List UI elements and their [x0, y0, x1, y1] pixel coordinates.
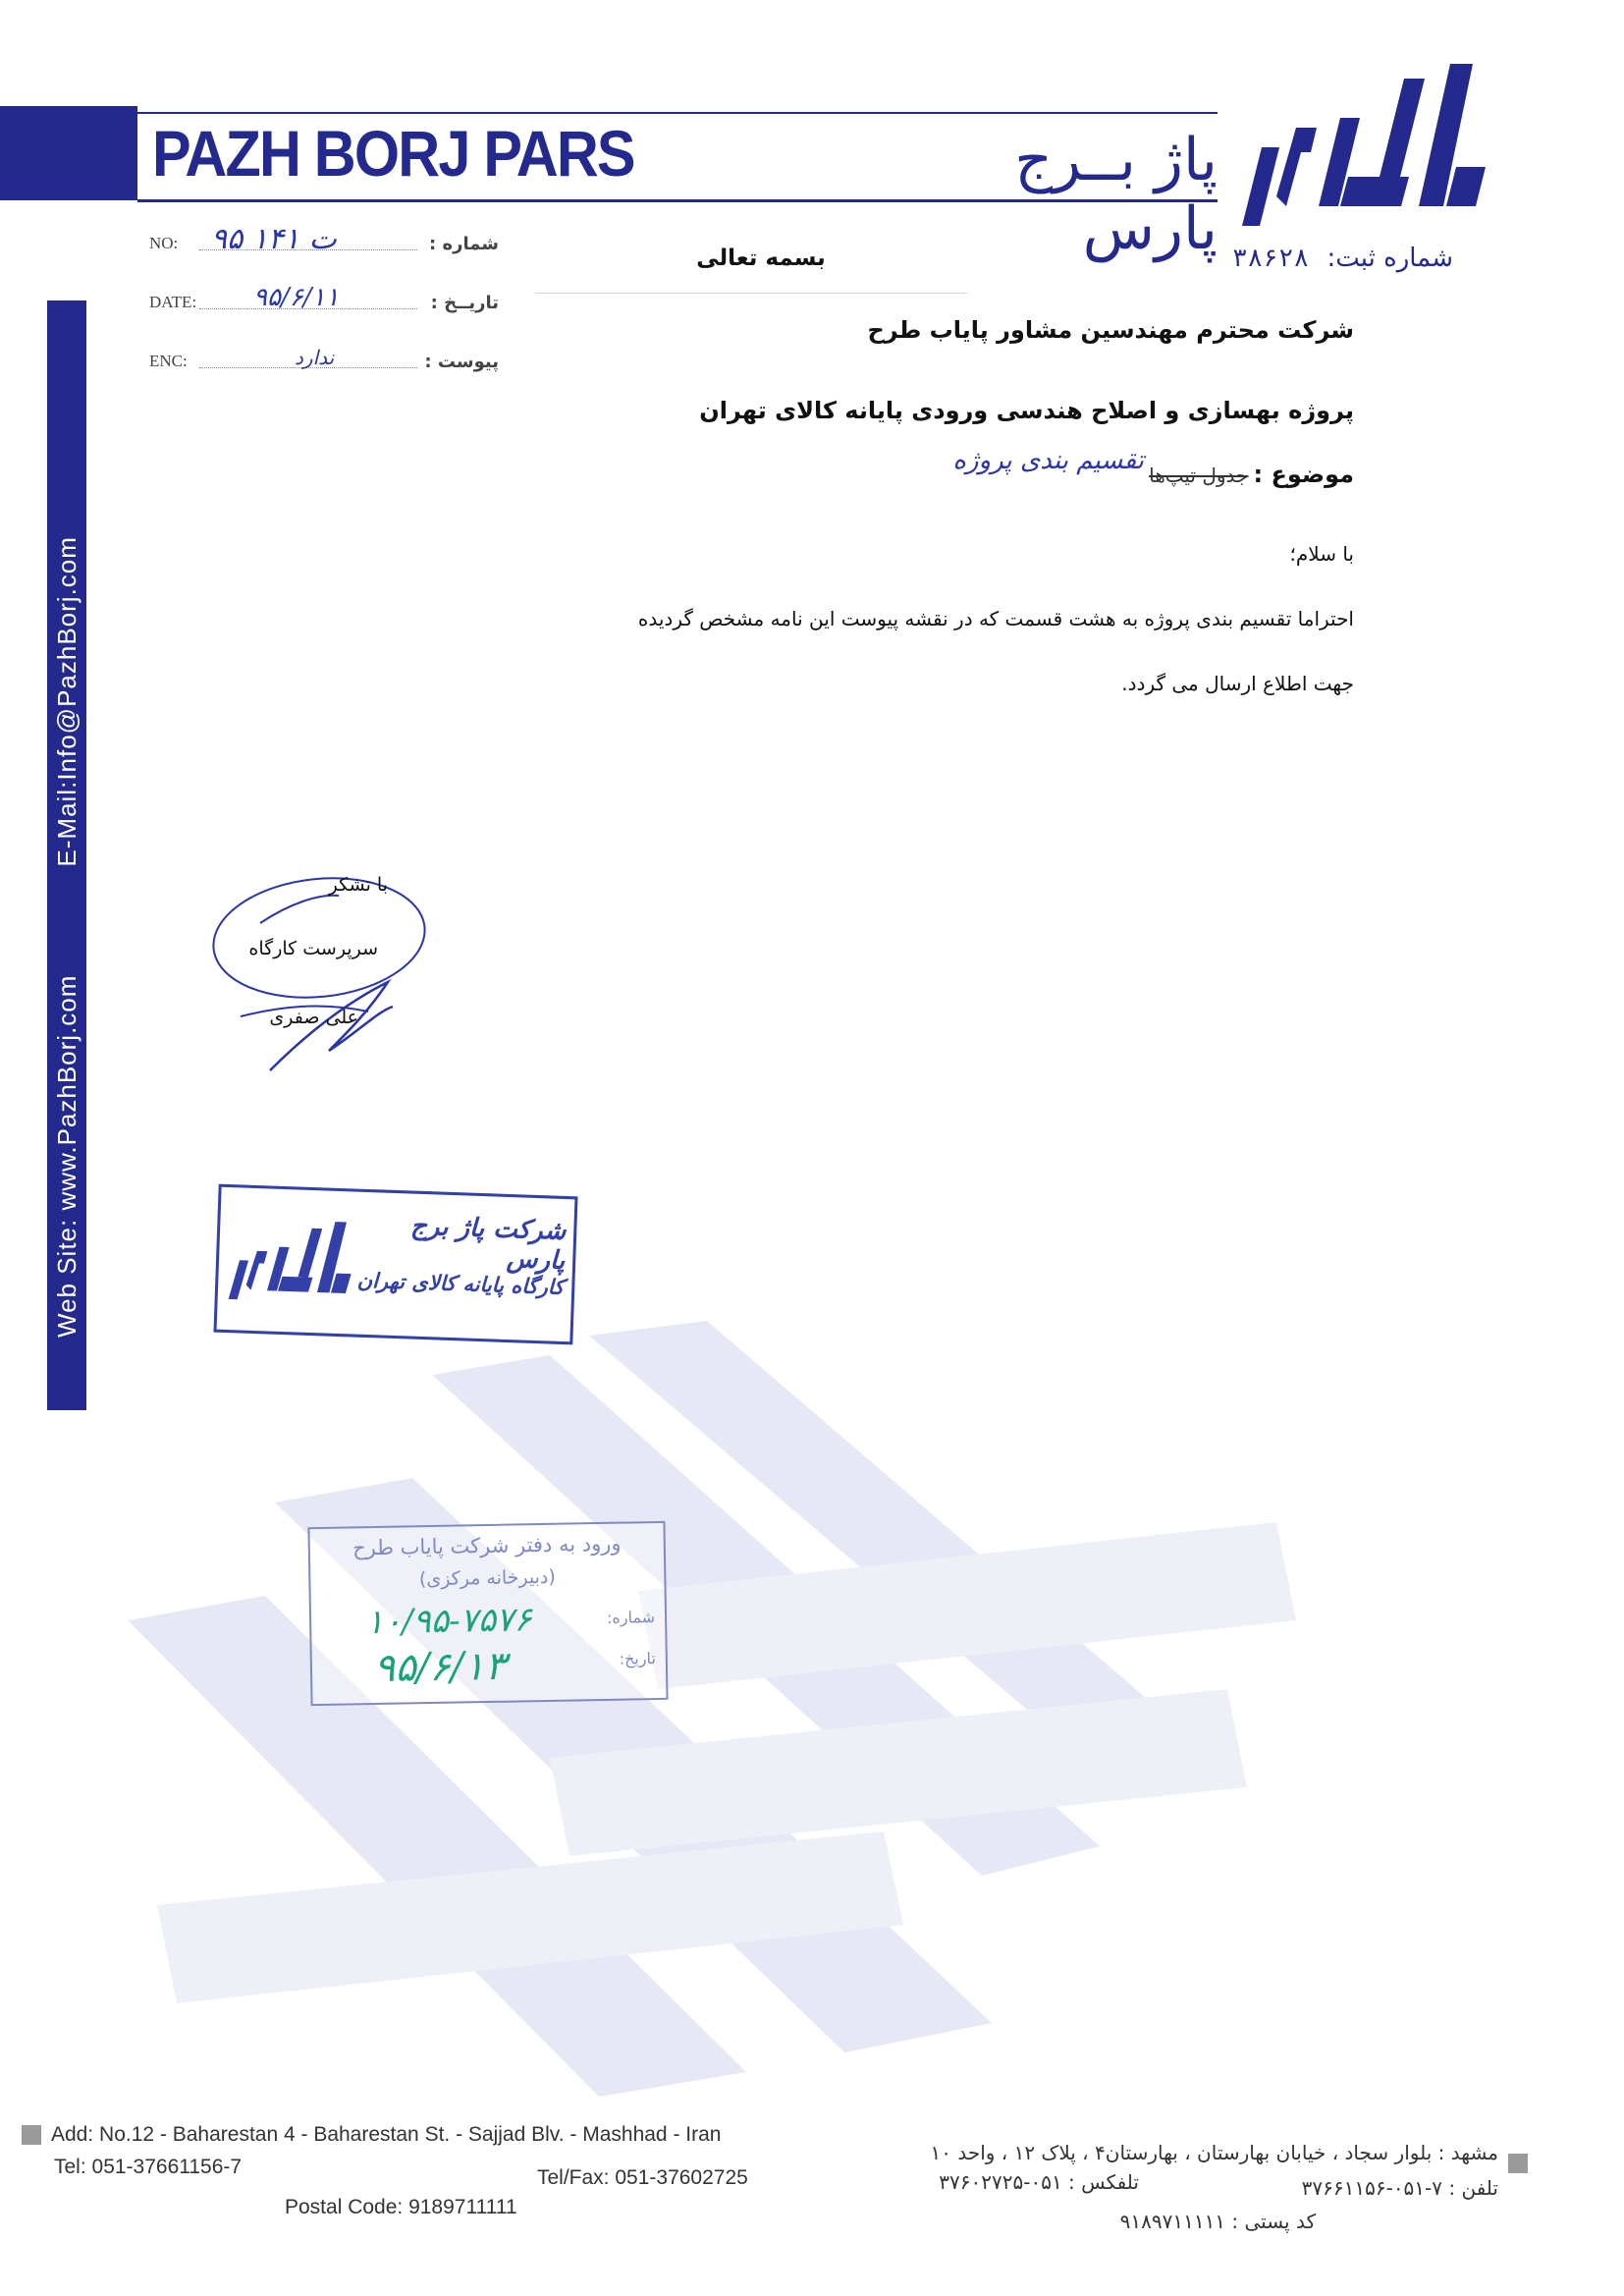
header-rule-top [137, 112, 1218, 114]
no-value: ۹۵ ت ۱۴۱ [211, 222, 337, 256]
signature-scribble-icon [201, 864, 457, 1080]
header-band [0, 106, 137, 200]
stamp-logo-icon [223, 1207, 354, 1314]
stamp-company-line2: کارگاه پایانه کالای تهران [356, 1268, 565, 1299]
signature-block [201, 864, 457, 1080]
body-line-1: احتراما تقسیم بندی پروژه به هشت قسمت که در نقشه پیوست این نامه مشخص گردیده [637, 607, 1354, 630]
stamp-company-line1: شرکت پاژ برج پارس [409, 1211, 567, 1276]
closing-text: با تشکر [328, 874, 388, 896]
background-watermark-logo [0, 1296, 1624, 2131]
received-date-label: تاریخ: [619, 1649, 656, 1668]
signer-title: سرپرست کارگاه [248, 938, 378, 959]
registration-value: ۳۸۶۲۸ [1231, 245, 1310, 274]
recipient: شرکت محترم مهندسین مشاور پایاب طرح [867, 316, 1354, 344]
subject-handwritten: تقسیم بندی پروژه [952, 446, 1145, 475]
subject-line [765, 446, 1354, 509]
footer-bullet-fa [1508, 2154, 1528, 2173]
received-number-label: شماره: [606, 1608, 656, 1627]
company-logo-icon [1232, 59, 1488, 231]
received-date-value: ۹۵/۶/۱۳ [373, 1643, 507, 1692]
received-stamp [307, 1521, 668, 1706]
signer-name: علی صفری [269, 1007, 358, 1028]
brand-name-fa: پاژ بــرج پارس [1014, 126, 1218, 263]
sidebar-email: E-Mail:Info@PazhBorj.com [52, 536, 81, 867]
subject-label: موضوع : [1253, 461, 1354, 488]
body-line-2: جهت اطلاع ارسال می گردد. [1121, 672, 1354, 695]
company-stamp [213, 1184, 577, 1345]
received-stamp-title: ورود به دفتر شرکت پایاب طرح [352, 1531, 622, 1560]
date-label-fa: تاریــخ : [430, 293, 499, 313]
footer-tel-fa: تلفن : ۷-۰۵۱-۳۷۶۶۱۱۵۶ [1301, 2176, 1498, 2200]
bismillah-rule [535, 293, 967, 294]
footer-postal-en: Postal Code: 9189711111 [285, 2196, 517, 2218]
date-label: DATE: [149, 293, 197, 311]
footer-telfax-en: Tel/Fax: 051-37602725 [537, 2166, 748, 2189]
footer-address-en: Add: No.12 - Baharestan 4 - Baharestan St. - Sajjad Blv. - Mashhad - Iran [51, 2123, 722, 2146]
registration-label: شماره ثبت: [1326, 244, 1453, 273]
greeting: با سلام؛ [1289, 542, 1354, 566]
received-stamp-subtitle: (دبیرخانه مرکزی) [418, 1565, 557, 1591]
brand-name-en: PAZH BORJ PARS [152, 117, 634, 190]
enc-label-fa: پیوست : [424, 352, 499, 372]
project-title: پروژه بهسازی و اصلاح هندسی ورودی پایانه کالای تهران [699, 397, 1354, 424]
registration-number [1218, 244, 1453, 274]
footer-postal-fa: کد پستی : ۹۱۸۹۷۱۱۱۱۱ [1119, 2210, 1316, 2233]
enc-label: ENC: [149, 352, 188, 370]
date-value: ۹۵/۶/۱۱ [253, 283, 340, 312]
received-number-value: ۱۰/۹۵-۷۵۷۶ [365, 1600, 532, 1643]
sidebar-website: Web Site: www.PazhBorj.com [52, 974, 81, 1338]
footer-address-fa: مشهد : بلوار سجاد ، خیابان بهارستان ، بهارستان۴ ، پلاک ۱۲ ، واحد ۱۰ [930, 2141, 1498, 2164]
no-label-fa: شماره : [429, 234, 499, 254]
enc-value: ندارد [295, 346, 335, 369]
footer-tel-en: Tel: 051-37661156-7 [54, 2156, 243, 2178]
bismillah-heading: بسمه تعالی [696, 246, 826, 271]
contact-sidebar-text [47, 304, 86, 1345]
footer-bullet-en [22, 2125, 41, 2145]
no-label: NO: [149, 234, 179, 252]
footer-fax-fa: تلفکس : ۰۵۱-۳۷۶۰۲۷۲۵ [939, 2170, 1139, 2194]
subject-struck-text: جدول تیپ‌ها [1149, 464, 1249, 487]
